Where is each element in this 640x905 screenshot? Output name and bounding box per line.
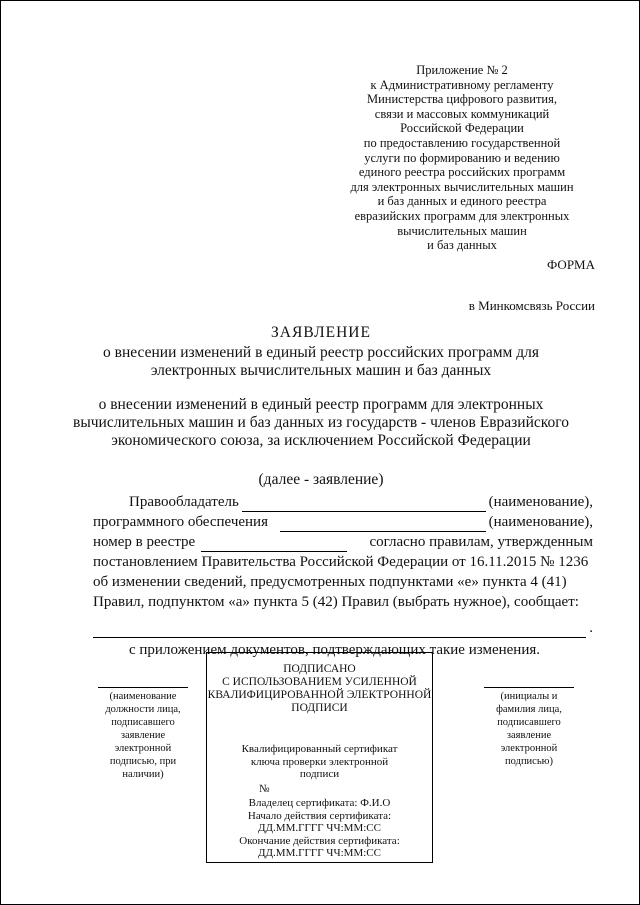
appendix-line: Приложение № 2 bbox=[416, 63, 508, 77]
holder-row bbox=[93, 492, 593, 512]
caption-line: электронной bbox=[500, 743, 558, 754]
signatory-name-block bbox=[479, 687, 579, 768]
stamp-line: Начало действия сертификата: bbox=[247, 809, 392, 822]
stamp-line: Владелец сертификата: Ф.И.О bbox=[248, 797, 391, 809]
electronic-signature-stamp bbox=[206, 652, 433, 863]
title-line: о внесении изменений в единый реестр программ для электронных bbox=[98, 396, 544, 413]
title-note: (далее - заявление) bbox=[258, 471, 384, 488]
software-label: программного обеспечения bbox=[93, 514, 268, 530]
application-body bbox=[93, 492, 593, 660]
title-line: вычислительных машин и баз данных из государств - членов Евразийского bbox=[73, 414, 569, 431]
title-subtitle-2 bbox=[1, 396, 640, 450]
stamp-line: подписи bbox=[299, 768, 340, 780]
stamp-details bbox=[207, 797, 432, 860]
appendix-line: евразийских программ для электронных bbox=[354, 208, 570, 223]
signature-line[interactable] bbox=[484, 687, 574, 688]
certificate-number: № bbox=[259, 782, 270, 795]
stamp-line: КВАЛИФИЦИРОВАННОЙ ЭЛЕКТРОННОЙ bbox=[207, 689, 432, 701]
stamp-line: ПОДПИСАНО bbox=[283, 663, 356, 675]
ministry-addressee: в Минкомсвязь России bbox=[468, 298, 595, 313]
caption-line: заявление bbox=[120, 730, 166, 741]
holder-hint: (наименование), bbox=[488, 494, 593, 510]
document-title: ЗАЯВЛЕНИЕ bbox=[271, 324, 371, 341]
caption-line: подписью) bbox=[505, 756, 553, 767]
stamp-line: Окончание действия сертификата: bbox=[239, 834, 400, 847]
stamp-line: ПОДПИСИ bbox=[291, 702, 348, 714]
caption-line: электронной bbox=[114, 743, 172, 754]
caption-line: (наименование bbox=[109, 691, 177, 702]
appendix-line: и баз данных и единого реестра bbox=[377, 194, 547, 209]
registry-blank[interactable] bbox=[201, 537, 347, 552]
registry-tail: согласно правилам, утвержденным bbox=[369, 534, 593, 550]
form-label: ФОРМА bbox=[547, 257, 595, 272]
appendix-line: по предоставлению государственной bbox=[363, 135, 561, 150]
appendix-line: вычислительных машин bbox=[397, 223, 527, 238]
stamp-certificate bbox=[207, 743, 432, 781]
appendix-line: Российской Федерации bbox=[400, 121, 524, 136]
title-line: электронных вычислительных машин и баз данных bbox=[150, 362, 492, 379]
appendix-line: связи и массовых коммуникаций bbox=[374, 106, 550, 121]
stamp-line: ДД.ММ.ГГГГ ЧЧ:ММ:СС bbox=[258, 822, 381, 834]
stamp-line: ключа проверки электронной bbox=[250, 755, 389, 768]
caption-line: фамилия лица, bbox=[496, 704, 562, 715]
end-dot: . bbox=[589, 620, 593, 636]
appendix-line: для электронных вычислительных машин bbox=[350, 179, 574, 194]
registry-row bbox=[93, 532, 593, 552]
appendix-line: единого реестра российских программ bbox=[358, 165, 566, 180]
appendix-line: и баз данных bbox=[427, 238, 497, 253]
caption-line: подписью, при bbox=[109, 756, 177, 767]
free-text-row bbox=[93, 618, 593, 638]
holder-blank[interactable] bbox=[242, 497, 486, 512]
software-row bbox=[93, 512, 593, 532]
body-line: об изменении сведений, предусмотренных подпунктами «е» пункта 4 (41) bbox=[93, 574, 567, 590]
caption-line: подписавшего bbox=[111, 717, 175, 728]
software-blank[interactable] bbox=[280, 517, 486, 532]
title-subtitle-1 bbox=[1, 344, 640, 380]
stamp-line: Квалифицированный сертификат bbox=[241, 743, 398, 755]
title-line: о внесении изменений в единый реестр российских программ для bbox=[103, 344, 539, 361]
software-hint: (наименование), bbox=[488, 514, 593, 530]
signature-line[interactable] bbox=[98, 687, 188, 688]
body-line: Правил, подпунктом «а» пункта 5 (42) Правил (выбрать нужное), сообщает: bbox=[93, 594, 579, 610]
stamp-line: С ИСПОЛЬЗОВАНИЕМ УСИЛЕННОЙ bbox=[222, 676, 417, 688]
appendix-line: к Административному регламенту bbox=[370, 77, 554, 92]
stamp-header bbox=[207, 663, 432, 715]
signatory-position-block bbox=[93, 687, 193, 781]
appendix-line: Министерства цифрового развития, bbox=[366, 92, 557, 107]
registry-label: номер в реестре bbox=[93, 534, 196, 550]
stamp-line: ДД.ММ.ГГГГ ЧЧ:ММ:СС bbox=[258, 847, 381, 859]
caption-line: (инициалы и bbox=[500, 691, 558, 702]
body-line: постановлением Правительства Российской Федерации от 16.11.2015 № 1236 bbox=[93, 554, 589, 570]
holder-label: Правообладатель bbox=[129, 494, 239, 510]
caption-line: подписавшего bbox=[497, 717, 561, 728]
attachments-line: с приложением документов, подтверждающих такие изменения. bbox=[129, 642, 540, 658]
caption-line: заявление bbox=[506, 730, 552, 741]
free-text-blank[interactable] bbox=[93, 623, 586, 638]
appendix-header bbox=[331, 63, 593, 253]
caption-line: наличии) bbox=[122, 769, 164, 780]
caption-line: должности лица, bbox=[105, 704, 181, 715]
appendix-line: услуги по формированию и ведению bbox=[364, 150, 560, 165]
title-line: экономического союза, за исключением Российской Федерации bbox=[111, 432, 531, 449]
